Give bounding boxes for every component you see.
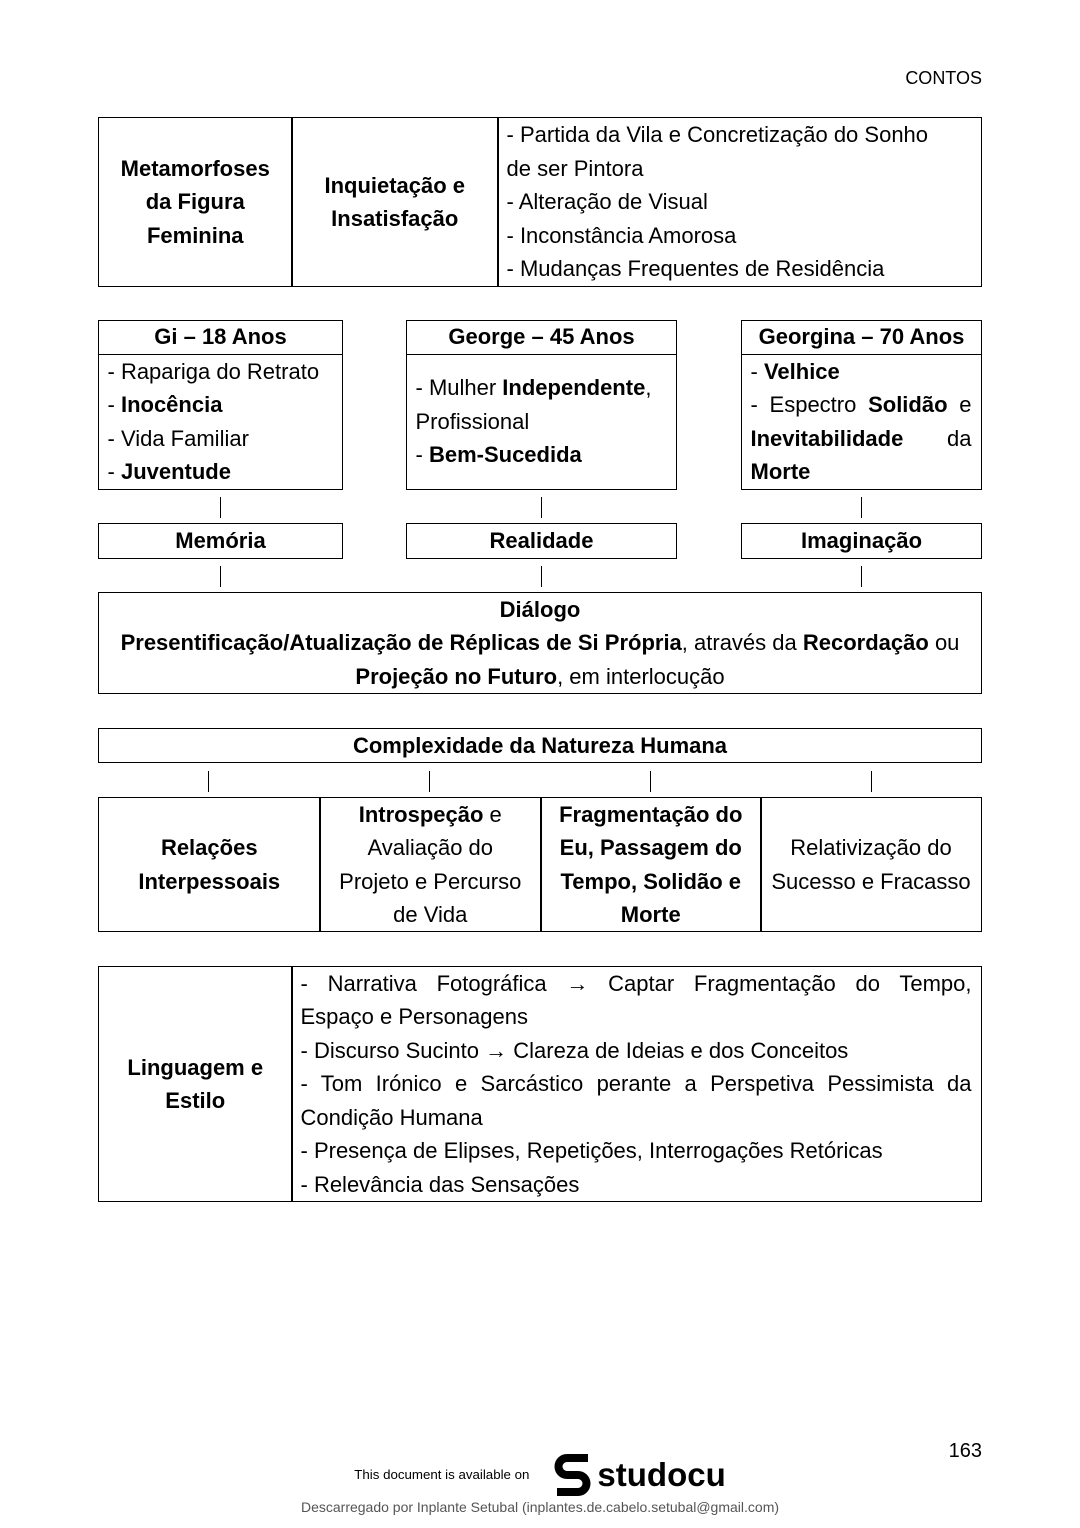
- linguagem-line: Espaço e Personagens: [300, 1004, 528, 1030]
- gi-box: [98, 320, 343, 490]
- linguagem-title-line: Linguagem e: [127, 1054, 264, 1080]
- george-line: Profissional: [415, 408, 530, 434]
- memoria-label-text: Memória: [175, 528, 266, 554]
- george-line: [416, 371, 667, 405]
- gi-body: [99, 355, 342, 488]
- metamorfoses-detail-line: - Inconstância Amorosa: [506, 222, 737, 248]
- linguagem-line: - Presença de Elipses, Repetições, Interrogações Retóricas: [300, 1138, 883, 1164]
- georgina-line: [751, 355, 972, 389]
- linguagem-details-cell: [291, 966, 982, 1202]
- relacoes-line: Relações: [160, 835, 258, 860]
- fragmentacao-line: Tempo, Solidão e: [560, 868, 741, 894]
- metamorfoses-theme-line: Insatisfação: [331, 206, 459, 231]
- memoria-label: [98, 523, 343, 559]
- metamorfoses-title-line: Metamorfoses: [120, 155, 270, 181]
- studocu-logo[interactable]: [552, 1453, 725, 1497]
- george-line-strong: Bem-Sucedida: [428, 442, 582, 468]
- realidade-label: [406, 523, 677, 559]
- relacoes-line: Interpessoais: [138, 868, 281, 894]
- gi-line: [108, 388, 333, 422]
- dialogo-strong: Recordação: [802, 630, 929, 656]
- connector-line: [861, 497, 863, 518]
- connector-line: [429, 771, 431, 792]
- relativizacao-cell: [760, 797, 982, 932]
- connector-line: [220, 566, 222, 587]
- georgina-line-prefix: - Espectro: [750, 392, 869, 417]
- georgina-line-suffix: e: [947, 392, 972, 417]
- introspecao-line: [320, 798, 541, 832]
- introspecao-line: Avaliação do: [367, 835, 494, 860]
- connector-line: [220, 497, 222, 518]
- metamorfoses-detail-line: - Mudanças Frequentes de Residência: [506, 256, 885, 282]
- georgina-line-prefix: -: [750, 358, 764, 384]
- george-line-strong: Independente: [502, 375, 646, 401]
- george-body: [407, 355, 676, 488]
- dialogo-text: , em interlocução: [557, 663, 725, 689]
- fragmentacao-line: Eu, Passagem do: [559, 835, 742, 860]
- georgina-line-suffix: da: [903, 425, 972, 451]
- page-number: 163: [948, 1440, 982, 1462]
- studocu-logo-text: studocu: [597, 1456, 726, 1493]
- availability-text: This document is available on: [354, 1467, 530, 1482]
- gi-line: - Vida Familiar: [107, 425, 249, 451]
- george-line-prefix: -: [415, 442, 429, 468]
- georgina-body: [742, 355, 981, 488]
- dialogo-line: [99, 660, 981, 694]
- gi-title: Gi – 18 Anos: [99, 321, 342, 355]
- george-line: [416, 438, 667, 472]
- introspecao-suffix: e: [483, 801, 502, 827]
- metamorfoses-title-line: Feminina: [146, 222, 244, 248]
- dialogo-box: [98, 592, 982, 694]
- complexidade-title: Complexidade da Natureza Humana: [352, 732, 728, 758]
- linguagem-line: - Narrativa Fotográfica → Captar Fragmentação do Tempo,: [300, 970, 972, 996]
- metamorfoses-detail-line: de ser Pintora: [506, 155, 644, 181]
- dialogo-line: [99, 626, 981, 660]
- complexidade-title-box: [98, 728, 982, 763]
- relativizacao-line: Sucesso e Fracasso: [771, 868, 971, 894]
- georgina-line-strong: Morte: [750, 459, 811, 484]
- realidade-label-text: Realidade: [489, 528, 594, 554]
- georgina-line-strong: Inevitabilidade: [750, 425, 904, 451]
- gi-line: [108, 455, 333, 489]
- running-header: CONTOS: [905, 68, 982, 88]
- george-title: George – 45 Anos: [407, 321, 676, 355]
- metamorfoses-theme-line: Inquietação e: [324, 172, 466, 198]
- connector-line: [208, 771, 210, 792]
- connector-line: [541, 566, 543, 587]
- connector-line: [861, 566, 863, 587]
- fragmentacao-line: Morte: [620, 902, 681, 927]
- george-box: [406, 320, 677, 490]
- download-notice: Descarregado por Inplante Setubal (inplantes.de.cabelo.setubal@gmail.com): [300, 1499, 780, 1515]
- linguagem-line: - Tom Irónico e Sarcástico perante a Perspetiva Pessimista da: [300, 1071, 972, 1097]
- metamorfoses-detail-line: - Partida da Vila e Concretização do Sonho: [506, 122, 929, 148]
- metamorfoses-title-cell: [98, 117, 293, 287]
- georgina-title: Georgina – 70 Anos: [742, 321, 981, 355]
- linguagem-title-line: Estilo: [165, 1088, 226, 1113]
- fragmentacao-line: Fragmentação do: [559, 801, 743, 827]
- introspecao-cell: [319, 797, 542, 932]
- metamorfoses-detail-line: - Alteração de Visual: [506, 189, 708, 215]
- dialogo-text: ou: [928, 630, 960, 656]
- imaginacao-label: [741, 523, 982, 559]
- gi-line: - Rapariga do Retrato: [107, 358, 320, 384]
- introspecao-strong: Introspeção: [358, 801, 484, 827]
- introspecao-line: Projeto e Percurso: [339, 868, 522, 894]
- metamorfoses-details-cell: [497, 117, 982, 287]
- relacoes-cell: [98, 797, 321, 932]
- linguagem-title-cell: [98, 966, 293, 1202]
- georgina-line: [751, 388, 972, 422]
- george-line-suffix: ,: [645, 375, 652, 401]
- dialogo-text: , através da: [681, 630, 803, 656]
- linguagem-line: - Relevância das Sensações: [300, 1171, 580, 1197]
- metamorfoses-title-line: da Figura: [145, 189, 245, 215]
- dialogo-title: Diálogo: [499, 596, 581, 622]
- georgina-line: [751, 455, 972, 489]
- studocu-banner: [0, 1453, 1080, 1497]
- dialogo-strong: Projeção no Futuro: [355, 663, 558, 689]
- imaginacao-label-text: Imaginação: [800, 528, 923, 554]
- connector-line: [541, 497, 543, 518]
- connector-line: [650, 771, 652, 792]
- connector-line: [871, 771, 873, 792]
- linguagem-line: Condição Humana: [300, 1104, 483, 1130]
- gi-line-strong: Inocência: [120, 392, 223, 417]
- georgina-line-strong: Velhice: [763, 358, 840, 384]
- gi-line-prefix: -: [107, 392, 121, 417]
- fragmentacao-cell: [540, 797, 762, 932]
- gi-line-prefix: -: [107, 459, 121, 484]
- dialogo-strong: Presentificação/Atualização de Réplicas de Si Própria: [120, 630, 682, 656]
- georgina-line-strong: Solidão: [868, 392, 948, 417]
- linguagem-line: - Discurso Sucinto → Clareza de Ideias e dos Conceitos: [300, 1037, 849, 1063]
- georgina-box: [741, 320, 982, 490]
- metamorfoses-theme-cell: [291, 117, 499, 287]
- georgina-line: [751, 422, 972, 456]
- george-line-prefix: - Mulher: [415, 375, 503, 401]
- introspecao-line: de Vida: [393, 902, 468, 927]
- gi-line-strong: Juventude: [120, 459, 231, 484]
- studocu-logo-icon: [552, 1453, 593, 1497]
- relativizacao-line: Relativização do: [790, 835, 952, 860]
